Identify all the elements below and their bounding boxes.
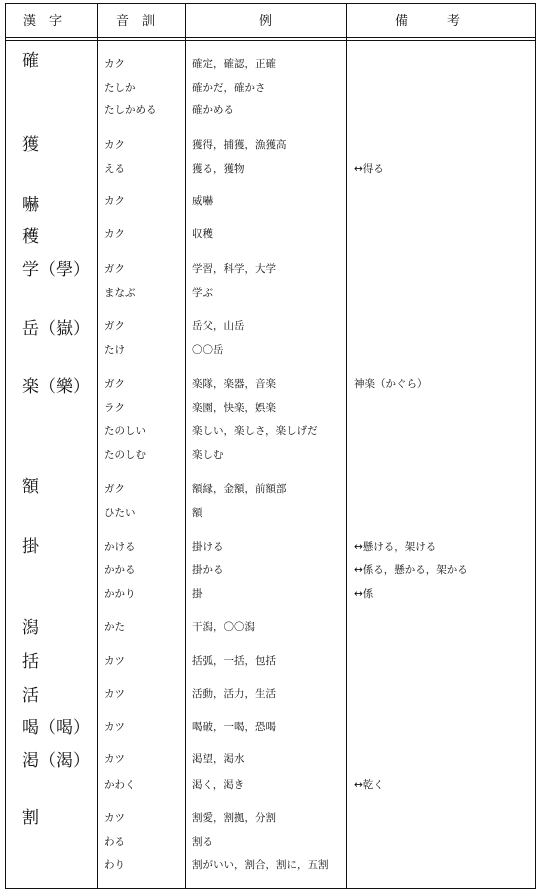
kanji-cell: 潟 bbox=[22, 618, 39, 638]
header-example: 例 bbox=[259, 14, 273, 29]
example-cell: 額縁，金額，前額部 bbox=[192, 483, 287, 495]
example-cell: 楽園，快楽，娯楽 bbox=[192, 402, 276, 414]
header-kanji: 漢 字 bbox=[23, 14, 63, 29]
header-onkun: 音 訓 bbox=[116, 14, 156, 29]
reading-cell: ガク bbox=[104, 263, 125, 275]
column-divider bbox=[97, 3, 98, 889]
reading-cell: ガク bbox=[104, 320, 125, 332]
example-cell: 楽隊，楽器，音楽 bbox=[192, 378, 276, 390]
reading-cell: わり bbox=[104, 859, 125, 871]
kanji-cell: 岳（嶽） bbox=[22, 319, 90, 339]
note-cell: ↔得る bbox=[354, 163, 384, 175]
example-cell: 楽しい，楽しさ，楽しげだ bbox=[192, 425, 318, 437]
kanji-cell: 確 bbox=[22, 51, 39, 71]
reading-cell: たしか bbox=[104, 82, 136, 94]
example-cell: 楽しむ bbox=[192, 449, 224, 461]
example-cell: 獲得，捕獲，漁獲高 bbox=[192, 139, 287, 151]
header-notes: 備 考 bbox=[395, 14, 461, 29]
example-cell: 掛かる bbox=[192, 564, 224, 576]
note-cell: ↔懸ける，架ける bbox=[354, 541, 437, 553]
example-cell: 渇く，渇き bbox=[192, 779, 245, 791]
kanji-cell: 獲 bbox=[22, 135, 39, 155]
reading-cell: カク bbox=[104, 195, 125, 207]
example-cell: 割愛，割拠，分割 bbox=[192, 812, 276, 824]
kanji-cell: 学（學） bbox=[22, 260, 90, 280]
kanji-cell: 楽（樂） bbox=[22, 377, 90, 397]
note-cell: ↔乾く bbox=[354, 779, 384, 791]
reading-cell: カク bbox=[104, 228, 125, 240]
example-cell: 確かだ，確かさ bbox=[192, 82, 266, 94]
kanji-cell: 額 bbox=[22, 477, 39, 497]
example-cell: 学ぶ bbox=[192, 287, 213, 299]
column-divider bbox=[185, 3, 186, 889]
kanji-cell: 喝（喝） bbox=[22, 718, 90, 738]
reading-cell: たしかめる bbox=[104, 104, 157, 116]
reading-cell: かた bbox=[104, 621, 125, 633]
reading-cell: ガク bbox=[104, 378, 125, 390]
reading-cell: たのしい bbox=[104, 425, 146, 437]
reading-cell: かかる bbox=[104, 564, 136, 576]
reading-cell: カク bbox=[104, 58, 125, 70]
reading-cell: カク bbox=[104, 139, 125, 151]
note-cell: ↔係 bbox=[354, 588, 374, 600]
note-cell: ↔係る，懸かる，架かる bbox=[354, 564, 468, 576]
example-cell: 〇〇岳 bbox=[192, 344, 224, 356]
example-cell: 獲る，獲物 bbox=[192, 163, 245, 175]
reading-cell: たけ bbox=[104, 344, 125, 356]
kanji-cell: 穫 bbox=[22, 227, 39, 247]
reading-cell: カツ bbox=[104, 688, 125, 700]
example-cell: 掛ける bbox=[192, 541, 224, 553]
reading-cell: わる bbox=[104, 836, 125, 848]
example-cell: 確定，確認，正確 bbox=[192, 58, 276, 70]
kanji-cell: 嚇 bbox=[22, 195, 39, 215]
reading-cell: ひたい bbox=[104, 507, 136, 519]
reading-cell: たのしむ bbox=[104, 449, 146, 461]
example-cell: 渇望，渇水 bbox=[192, 753, 245, 765]
example-cell: 確かめる bbox=[192, 104, 234, 116]
kanji-cell: 割 bbox=[22, 808, 39, 828]
example-cell: 割がいい，割合，割に，五割 bbox=[192, 859, 329, 871]
example-cell: 学習，科学，大学 bbox=[192, 263, 276, 275]
example-cell: 干潟，〇〇潟 bbox=[192, 621, 255, 633]
example-cell: 岳父，山岳 bbox=[192, 320, 245, 332]
example-cell: 割る bbox=[192, 836, 213, 848]
kanji-cell: 括 bbox=[22, 652, 39, 672]
reading-cell: える bbox=[104, 163, 125, 175]
reading-cell: カツ bbox=[104, 753, 125, 765]
kanji-cell: 掛 bbox=[22, 537, 39, 557]
example-cell: 額 bbox=[192, 507, 203, 519]
example-cell: 活動，活力，生活 bbox=[192, 688, 276, 700]
reading-cell: かける bbox=[104, 541, 136, 553]
kanji-cell: 渇（渴） bbox=[22, 751, 90, 771]
reading-cell: かかり bbox=[104, 588, 136, 600]
reading-cell: カツ bbox=[104, 812, 125, 824]
reading-cell: ガク bbox=[104, 483, 125, 495]
note-cell: 神楽（かぐら） bbox=[354, 378, 428, 390]
header-rule bbox=[5, 37, 536, 38]
reading-cell: ラク bbox=[104, 402, 125, 414]
reading-cell: かわく bbox=[104, 779, 136, 791]
header-rule bbox=[5, 40, 536, 41]
column-divider bbox=[346, 3, 347, 889]
reading-cell: カツ bbox=[104, 721, 125, 733]
example-cell: 収穫 bbox=[192, 228, 213, 240]
reading-cell: カツ bbox=[104, 655, 125, 667]
kanji-cell: 活 bbox=[22, 686, 39, 706]
example-cell: 掛 bbox=[192, 588, 203, 600]
example-cell: 括弧，一括，包括 bbox=[192, 655, 276, 667]
example-cell: 威嚇 bbox=[192, 195, 213, 207]
example-cell: 喝破，一喝，恐喝 bbox=[192, 721, 276, 733]
reading-cell: まなぶ bbox=[104, 287, 136, 299]
